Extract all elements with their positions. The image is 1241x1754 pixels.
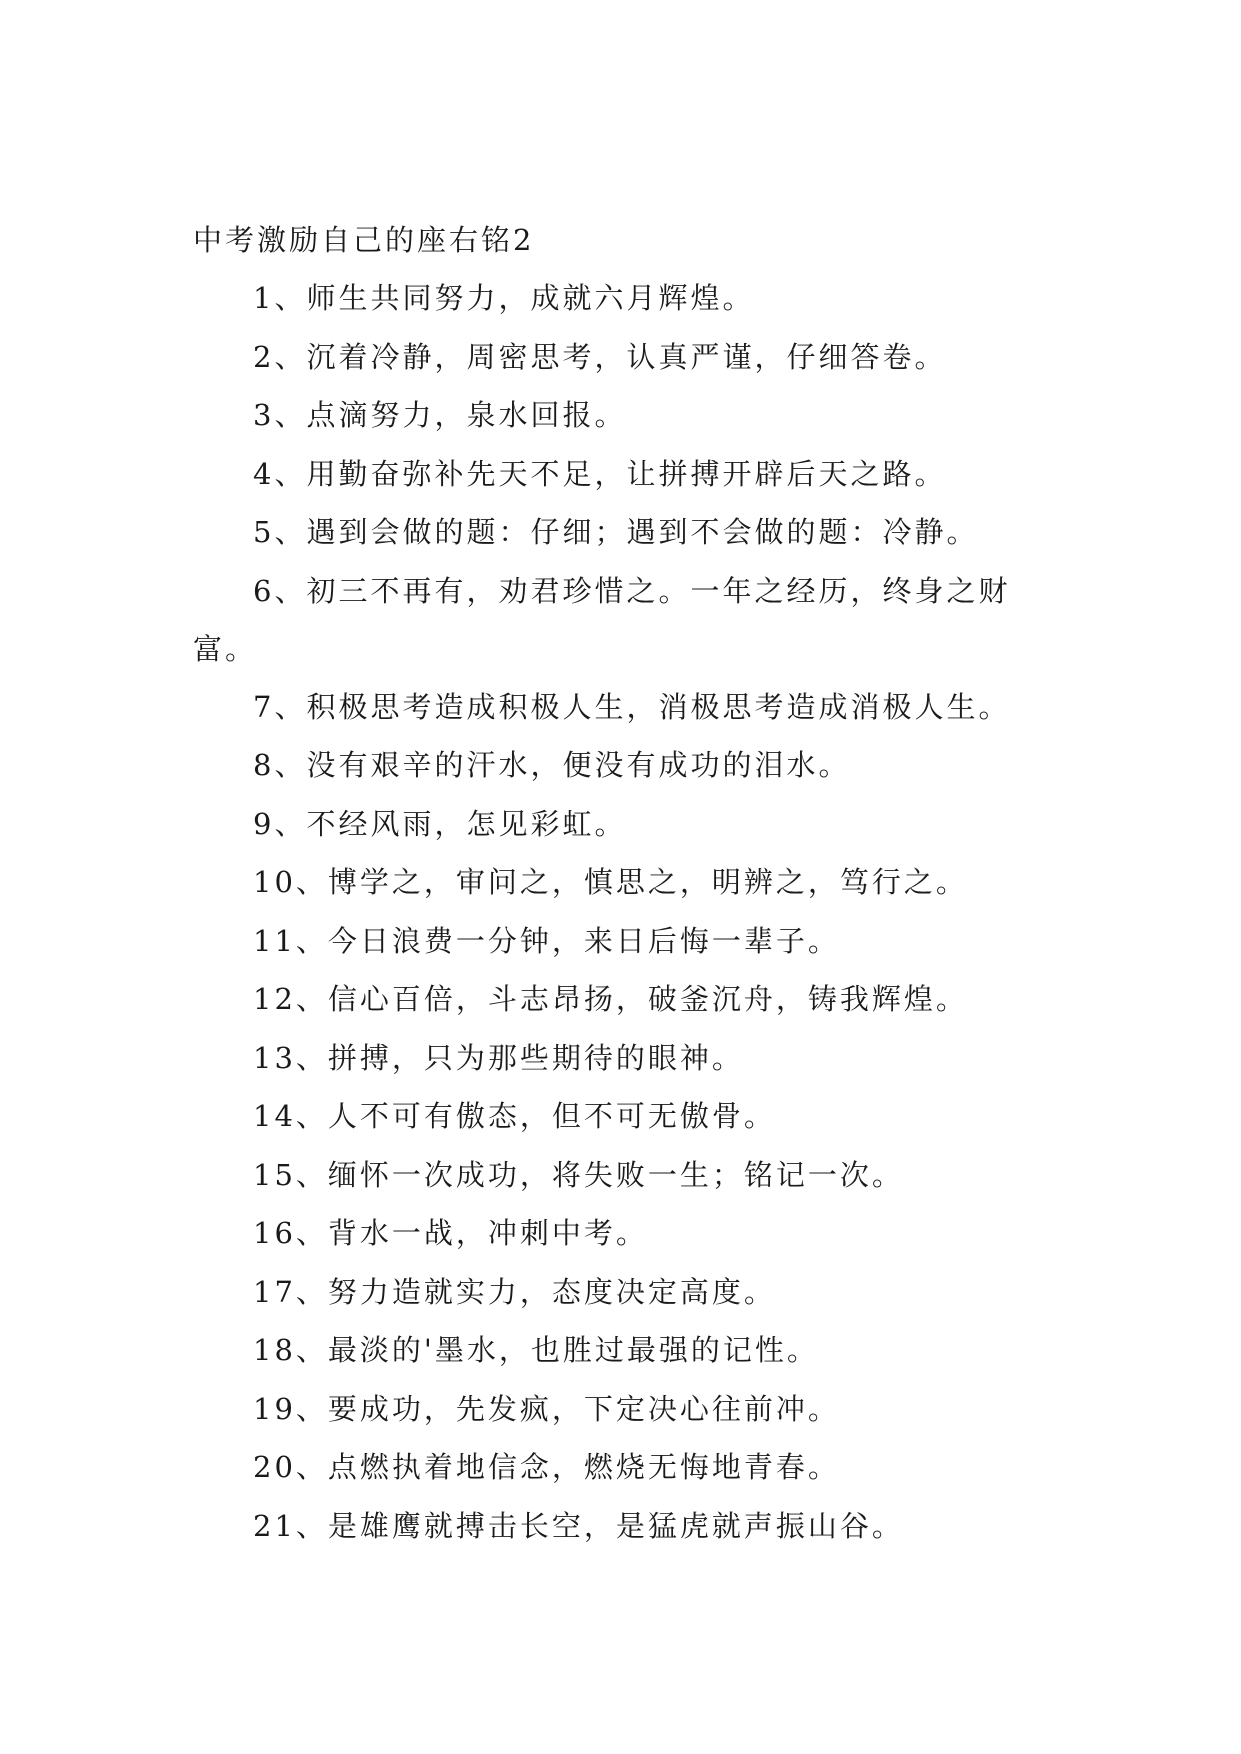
list-item: 8、没有艰辛的汗水，便没有成功的泪水。 [253,748,851,782]
list-item: 14、人不可有傲态，但不可无傲骨。 [253,1099,776,1133]
list-item: 19、要成功，先发疯，下定决心往前冲。 [253,1391,840,1426]
list-item: 2、沉着冷静，周密思考，认真严谨，仔细答卷。 [253,339,947,374]
list-item: 10、博学之，审问之，慎思之，明辨之，笃行之。 [253,865,968,899]
list-item: 15、缅怀一次成功，将失败一生；铭记一次。 [253,1157,904,1192]
list-item: 20、点燃执着地信念，燃烧无悔地青春。 [253,1450,840,1484]
list-item: 17、努力造就实力，态度决定高度。 [253,1274,776,1309]
list-item: 3、点滴努力，泉水回报。 [253,398,627,432]
list-item: 1、师生共同努力，成就六月辉煌。 [253,281,755,315]
list-item: 13、拼搏，只为那些期待的眼神。 [253,1040,744,1075]
list-item: 12、信心百倍，斗志昂扬，破釜沉舟，铸我辉煌。 [253,982,968,1016]
list-item: 6、初三不再有，劝君珍惜之。一年之经历，终身之财富。 [193,573,1011,666]
list-item: 11、今日浪费一分钟，来日后悔一辈子。 [253,923,840,958]
document-title: 中考激励自己的座右铭2 [193,223,535,257]
list-item: 5、遇到会做的题：仔细；遇到不会做的题：冷静。 [253,515,979,549]
list-item: 7、积极思考造成积极人生，消极思考造成消极人生。 [253,689,1011,724]
list-item: 16、背水一战，冲刺中考。 [253,1216,648,1250]
list-item: 4、用勤奋弥补先天不足，让拼搏开辟后天之路。 [253,456,947,491]
list-item: 18、最淡的'墨水，也胜过最强的记性。 [253,1333,819,1367]
motto-list [193,278,1053,1564]
list-item: 21、是雄鹰就搏击长空，是猛虎就声振山谷。 [253,1508,904,1543]
list-item: 9、不经风雨，怎见彩虹。 [253,806,627,841]
